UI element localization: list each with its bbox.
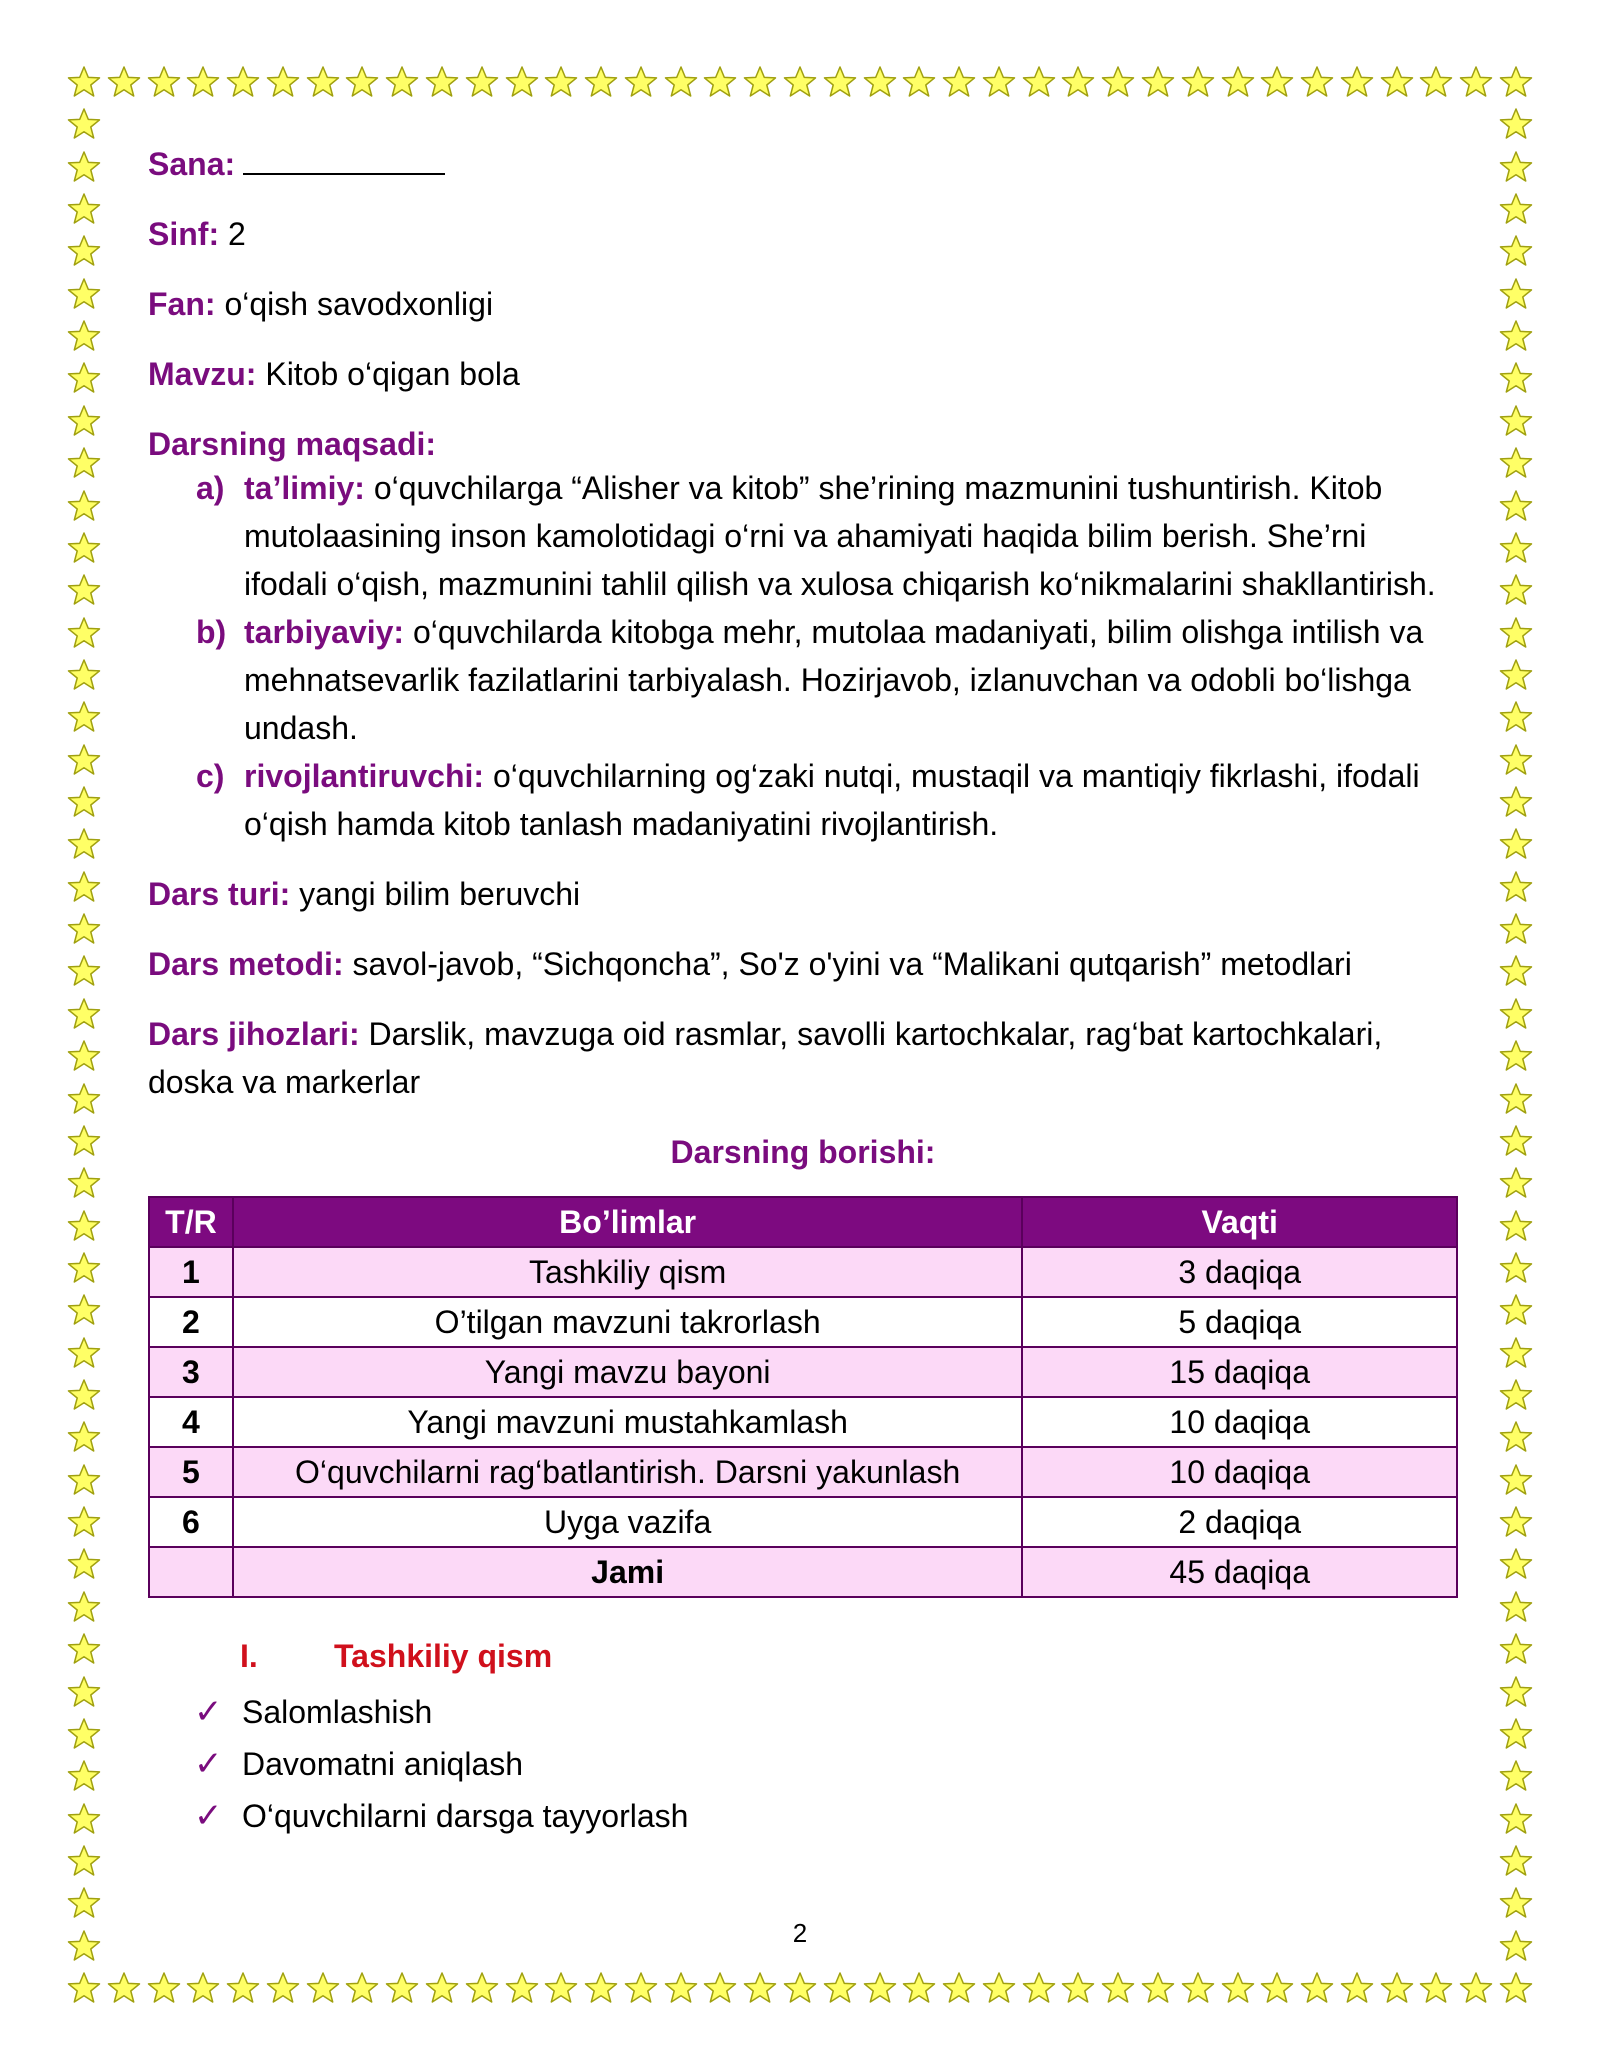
row-number: 2 [149, 1297, 233, 1347]
star-icon [425, 65, 459, 99]
row-section: O’tilgan mavzuni takrorlash [233, 1297, 1023, 1347]
star-icon [147, 1971, 181, 2005]
column-header-number: T/R [149, 1197, 233, 1247]
star-icon [1499, 107, 1533, 141]
star-icon [67, 446, 101, 480]
column-header-sections: Bo’limlar [233, 1197, 1023, 1247]
star-icon [624, 1971, 658, 2005]
star-icon [1459, 65, 1493, 99]
star-icon [1499, 1971, 1533, 2005]
star-icon [1499, 1124, 1533, 1158]
star-icon [67, 700, 101, 734]
star-icon [1499, 65, 1533, 99]
star-icon [1499, 361, 1533, 395]
star-icon [226, 1971, 260, 2005]
star-icon [1499, 573, 1533, 607]
star-icon [1499, 150, 1533, 184]
star-icon [902, 65, 936, 99]
goal-label: ta’limiy: [244, 470, 365, 506]
star-icon [67, 404, 101, 438]
star-icon [823, 1971, 857, 2005]
goal-label: tarbiyaviy: [244, 614, 405, 650]
star-icon [1499, 785, 1533, 819]
star-icon [1499, 700, 1533, 734]
list-item-text: Davomatni aniqlash [242, 1746, 524, 1782]
star-icon [67, 150, 101, 184]
star-icon [664, 1971, 698, 2005]
row-number: 3 [149, 1347, 233, 1397]
star-icon [67, 107, 101, 141]
star-icon [67, 1802, 101, 1836]
star-icon [1499, 489, 1533, 523]
section-heading [148, 1632, 1458, 1680]
star-icon [863, 65, 897, 99]
star-icon [1499, 827, 1533, 861]
star-icon [67, 743, 101, 777]
star-icon [67, 319, 101, 353]
goal-mark: c) [196, 758, 225, 794]
star-icon [67, 1759, 101, 1793]
star-icon [1380, 1971, 1414, 2005]
star-icon [823, 65, 857, 99]
row-section: O‘quvchilarni rag‘batlantirish. Darsni yakunlash [233, 1447, 1023, 1497]
goal-mark: a) [196, 470, 225, 506]
star-icon [1499, 1675, 1533, 1709]
star-icon [67, 1293, 101, 1327]
page-number: 2 [792, 1918, 808, 1948]
star-icon [67, 912, 101, 946]
star-icon [1499, 1336, 1533, 1370]
table-row [149, 1447, 1457, 1497]
lesson-equipment-value: Darslik, mavzuga oid rasmlar, savolli kartochkalar, rag‘bat kartochkalari, doska va markerlar [148, 1016, 1383, 1100]
column-header-time: Vaqti [1022, 1197, 1457, 1247]
table-row [149, 1247, 1457, 1297]
star-icon [624, 65, 658, 99]
star-icon [942, 1971, 976, 2005]
star-icon [385, 65, 419, 99]
star-icon [67, 1378, 101, 1412]
star-icon [1061, 1971, 1095, 2005]
table-row [149, 1297, 1457, 1347]
star-icon [584, 1971, 618, 2005]
star-icon [67, 234, 101, 268]
star-icon [425, 1971, 459, 2005]
star-icon [1499, 1590, 1533, 1624]
star-icon [306, 65, 340, 99]
star-icon [226, 65, 260, 99]
star-icon [67, 1505, 101, 1539]
table-row [149, 1397, 1457, 1447]
star-icon [67, 489, 101, 523]
star-icon [266, 1971, 300, 2005]
star-icon [67, 361, 101, 395]
star-icon [67, 1632, 101, 1666]
star-icon [1141, 65, 1175, 99]
star-icon [1499, 192, 1533, 226]
goal-text: o‘quvchilarda kitobga mehr, mutolaa madaniyati, bilim olishga intilish va mehnatsevarlik fazilatlarini tarbiyalash. Hozirjavob, izlanuvchan va odobli bo‘lishga undash. [244, 614, 1424, 746]
star-icon [186, 1971, 220, 2005]
star-icon [1300, 1971, 1334, 2005]
star-icon [1221, 1971, 1255, 2005]
table-row [149, 1347, 1457, 1397]
star-icon [982, 65, 1016, 99]
goal-mark: b) [196, 614, 227, 650]
star-icon [1419, 1971, 1453, 2005]
star-icon [67, 1336, 101, 1370]
star-icon [107, 1971, 141, 2005]
star-icon [67, 1209, 101, 1243]
star-icon [67, 573, 101, 607]
star-icon [1221, 65, 1255, 99]
star-icon [306, 1971, 340, 2005]
row-time: 10 daqiqa [1022, 1397, 1457, 1447]
star-icon [664, 65, 698, 99]
star-icon [1499, 1717, 1533, 1751]
star-icon [67, 1166, 101, 1200]
star-icon [1499, 1082, 1533, 1116]
star-icon [783, 1971, 817, 2005]
lesson-type-label: Dars turi: [148, 876, 291, 912]
star-icon [1061, 65, 1095, 99]
star-icon [1499, 870, 1533, 904]
star-icon [147, 65, 181, 99]
goal-label: rivojlantiruvchi: [244, 758, 485, 794]
total-label: Jami [233, 1547, 1023, 1597]
section-title: Tashkiliy qism [334, 1638, 553, 1674]
star-icon [67, 1463, 101, 1497]
goal-item-upbringing [148, 608, 1458, 752]
table-total-row [149, 1547, 1457, 1597]
row-number: 6 [149, 1497, 233, 1547]
star-icon [1499, 1293, 1533, 1327]
star-icon [505, 1971, 539, 2005]
star-icon [1499, 658, 1533, 692]
row-section: Tashkiliy qism [233, 1247, 1023, 1297]
star-icon [67, 1082, 101, 1116]
star-icon [584, 65, 618, 99]
list-item [148, 1790, 1458, 1842]
star-icon [942, 65, 976, 99]
star-icon [67, 1420, 101, 1454]
checkmark-icon: ✓ [194, 1693, 223, 1731]
star-icon [67, 1124, 101, 1158]
star-icon [67, 954, 101, 988]
goal-item-educational [148, 464, 1458, 608]
row-number: 5 [149, 1447, 233, 1497]
star-icon [1022, 65, 1056, 99]
star-icon [1499, 1844, 1533, 1878]
row-time: 2 daqiqa [1022, 1497, 1457, 1547]
lesson-method-label: Dars metodi: [148, 946, 344, 982]
date-label: Sana: [148, 146, 236, 182]
star-icon [266, 65, 300, 99]
star-icon [1499, 1759, 1533, 1793]
subject-value: o‘qish savodxonligi [224, 286, 494, 322]
star-icon [67, 616, 101, 650]
grade-label: Sinf: [148, 216, 220, 252]
star-icon [703, 1971, 737, 2005]
star-icon [1499, 1166, 1533, 1200]
star-icon [1499, 1886, 1533, 1920]
star-icon [465, 1971, 499, 2005]
row-number: 1 [149, 1247, 233, 1297]
subject-label: Fan: [148, 286, 216, 322]
star-icon [544, 65, 578, 99]
star-icon [1499, 1378, 1533, 1412]
star-icon [863, 1971, 897, 2005]
star-icon [1499, 1547, 1533, 1581]
star-icon [67, 870, 101, 904]
star-icon [1419, 65, 1453, 99]
star-icon [1499, 1632, 1533, 1666]
star-icon [1101, 65, 1135, 99]
star-icon [465, 65, 499, 99]
star-icon [1499, 912, 1533, 946]
lesson-plan [148, 140, 1458, 1842]
star-icon [902, 1971, 936, 2005]
row-section: Yangi mavzu bayoni [233, 1347, 1023, 1397]
star-icon [107, 65, 141, 99]
star-icon [67, 997, 101, 1031]
star-icon [1499, 404, 1533, 438]
table-row [149, 1497, 1457, 1547]
row-section: Yangi mavzuni mustahkamlash [233, 1397, 1023, 1447]
star-icon [67, 1971, 101, 2005]
lesson-type-value: yangi bilim beruvchi [299, 876, 581, 912]
star-icon [505, 65, 539, 99]
goal-text: o‘quvchilarga “Alisher va kitob” she’rining mazmunini tushuntirish. Kitob mutolaasining inson kamolotidagi o‘rni va ahamiyati haqida bilim berish. She’rni ifodali o‘qish, mazmunini tahlil qilish va xulosa chiqarish ko‘nikmalarini shakllantirish. [244, 470, 1436, 602]
star-icon [1499, 997, 1533, 1031]
row-time: 5 daqiqa [1022, 1297, 1457, 1347]
star-icon [1499, 234, 1533, 268]
star-icon [783, 65, 817, 99]
star-icon [67, 658, 101, 692]
star-icon [67, 1886, 101, 1920]
star-icon [67, 1675, 101, 1709]
star-icon [1499, 954, 1533, 988]
star-icon [345, 1971, 379, 2005]
star-icon [1141, 1971, 1175, 2005]
star-icon [703, 65, 737, 99]
star-icon [67, 1547, 101, 1581]
topic-label: Mavzu: [148, 356, 257, 392]
star-icon [1499, 1420, 1533, 1454]
checkmark-icon: ✓ [194, 1745, 223, 1783]
star-icon [1300, 65, 1334, 99]
row-time: 3 daqiqa [1022, 1247, 1457, 1297]
star-icon [67, 1039, 101, 1073]
table-header-row [149, 1197, 1457, 1247]
star-icon [67, 785, 101, 819]
star-icon [1101, 1971, 1135, 2005]
lesson-plan-table [148, 1196, 1458, 1598]
star-icon [385, 1971, 419, 2005]
star-icon [1499, 531, 1533, 565]
star-icon [1499, 277, 1533, 311]
goal-item-developmental [148, 752, 1458, 848]
goal-text: o‘quvchilarning og‘zaki nutqi, mustaqil va mantiqiy fikrlashi, ifodali o‘qish hamda kitob tanlash madaniyatini rivojlantirish. [244, 758, 1420, 842]
lesson-type-line [148, 870, 1458, 918]
star-icon [1499, 1802, 1533, 1836]
star-icon [1499, 446, 1533, 480]
star-icon [67, 531, 101, 565]
subject-line [148, 280, 1458, 328]
star-icon [1340, 1971, 1374, 2005]
topic-line [148, 350, 1458, 398]
grade-value: 2 [227, 216, 246, 252]
checkmark-icon: ✓ [194, 1797, 223, 1835]
date-blank [243, 145, 445, 175]
row-time: 15 daqiqa [1022, 1347, 1457, 1397]
goals-title: Darsning maqsadi: [148, 426, 437, 462]
star-icon [1181, 65, 1215, 99]
star-icon [345, 65, 379, 99]
star-icon [1499, 319, 1533, 353]
star-icon [1499, 1251, 1533, 1285]
row-number: 4 [149, 1397, 233, 1447]
row-section: Uyga vazifa [233, 1497, 1023, 1547]
checklist [148, 1686, 1458, 1842]
star-icon [1260, 65, 1294, 99]
list-item-text: Salomlashish [242, 1694, 433, 1730]
star-icon [67, 1717, 101, 1751]
star-icon [1181, 1971, 1215, 2005]
lesson-equipment-label: Dars jihozlari: [148, 1016, 360, 1052]
star-icon [67, 277, 101, 311]
grade-line [148, 210, 1458, 258]
section-number: I. [240, 1638, 258, 1674]
star-icon [1459, 1971, 1493, 2005]
star-icon [743, 65, 777, 99]
star-icon [1340, 65, 1374, 99]
topic-value: Kitob o‘qigan bola [265, 356, 520, 392]
star-icon [1499, 1505, 1533, 1539]
goals-title-line [148, 420, 1458, 468]
list-item-text: O‘quvchilarni darsga tayyorlash [242, 1798, 689, 1834]
star-icon [1380, 65, 1414, 99]
star-icon [1022, 1971, 1056, 2005]
star-icon [982, 1971, 1016, 2005]
star-icon [67, 65, 101, 99]
star-icon [1499, 1209, 1533, 1243]
total-time: 45 daqiqa [1022, 1547, 1457, 1597]
star-icon [1499, 1463, 1533, 1497]
star-icon [544, 1971, 578, 2005]
goals-list [148, 464, 1458, 848]
star-icon [67, 1251, 101, 1285]
list-item [148, 1686, 1458, 1738]
star-icon [67, 1590, 101, 1624]
star-icon [67, 827, 101, 861]
star-icon [186, 65, 220, 99]
star-icon [743, 1971, 777, 2005]
star-icon [67, 1844, 101, 1878]
date-line [148, 140, 1458, 188]
row-time: 10 daqiqa [1022, 1447, 1457, 1497]
star-icon [1499, 616, 1533, 650]
star-icon [1499, 1039, 1533, 1073]
list-item [148, 1738, 1458, 1790]
star-icon [1260, 1971, 1294, 2005]
total-number-cell [149, 1547, 233, 1597]
lesson-equipment-line [148, 1010, 1458, 1106]
star-icon [1499, 743, 1533, 777]
lesson-method-line [148, 940, 1458, 988]
star-icon [67, 192, 101, 226]
lesson-method-value: savol-javob, “Sichqoncha”, So'z o'yini va “Malikani qutqarish” metodlari [352, 946, 1352, 982]
plan-title: Darsning borishi: [670, 1134, 936, 1170]
